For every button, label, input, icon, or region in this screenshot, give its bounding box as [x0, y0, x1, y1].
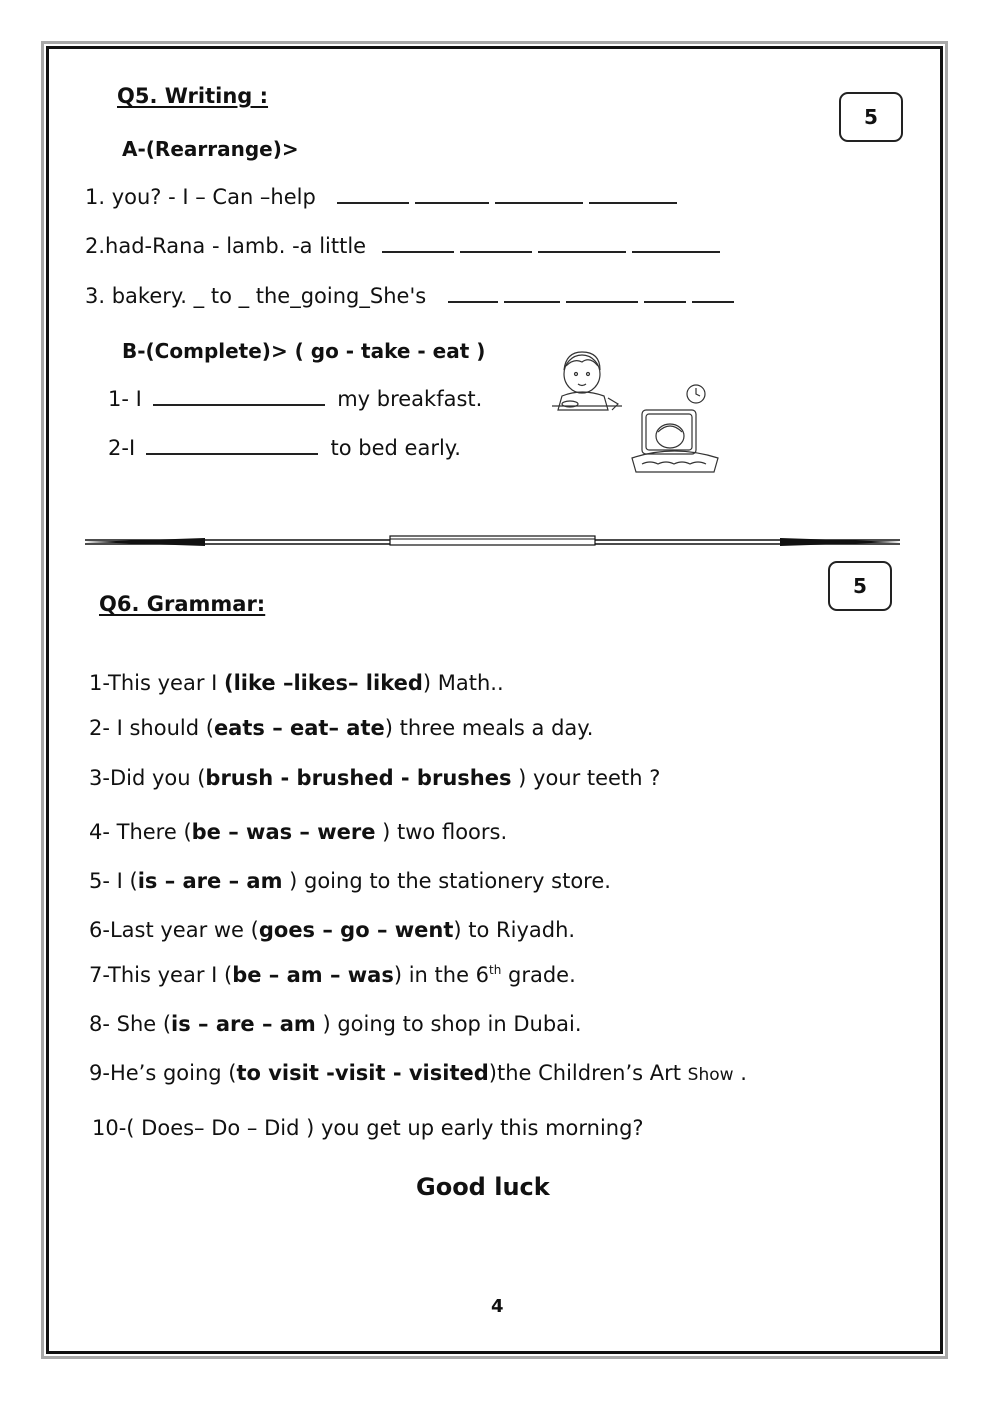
- item-text: ) Math..: [422, 671, 504, 695]
- item-options[interactable]: goes – go – went: [258, 918, 454, 942]
- answer-blank[interactable]: [495, 201, 583, 204]
- answer-blank[interactable]: [448, 300, 498, 303]
- item-text: 8- She (: [89, 1012, 172, 1036]
- answer-blank[interactable]: [337, 201, 409, 204]
- rearrange-text: 1. you? - I – Can –help: [85, 185, 316, 209]
- answer-blank[interactable]: [382, 250, 454, 253]
- item-text: 3-Did you (: [89, 766, 206, 790]
- answer-blank[interactable]: [538, 250, 626, 253]
- grammar-item-3: [89, 766, 660, 790]
- item-text: 2- I should (: [89, 716, 214, 740]
- item-text: 1-This year I: [89, 671, 224, 695]
- section-divider: [85, 533, 900, 549]
- item-text: ) in the 6: [393, 963, 490, 987]
- item-text: ) your teeth ?: [511, 766, 661, 790]
- item-options[interactable]: eats – eat– ate: [213, 716, 385, 740]
- q6-heading: Q6. Grammar:: [99, 592, 266, 616]
- grammar-item-7: [89, 963, 576, 987]
- item-options[interactable]: (like –likes– liked: [224, 671, 423, 695]
- complete-prefix: 1- I: [108, 387, 142, 411]
- answer-blank[interactable]: [566, 300, 638, 303]
- answer-blank[interactable]: [415, 201, 489, 204]
- q5-part-a-title: A-(Rearrange)>: [122, 137, 299, 161]
- complete-item-1: [108, 387, 482, 411]
- grammar-item-2: [89, 716, 593, 740]
- complete-suffix: my breakfast.: [337, 387, 483, 411]
- grammar-item-4: [89, 820, 507, 844]
- item-text: 5- I (: [89, 869, 138, 893]
- item-text: ) to Riyadh.: [453, 918, 576, 942]
- item-text: Show: [687, 1065, 734, 1085]
- item-text: .: [733, 1061, 747, 1085]
- ordinal-suffix: th: [489, 963, 502, 977]
- answer-blank[interactable]: [589, 201, 677, 204]
- item-options[interactable]: to visit -visit - visited: [236, 1061, 489, 1085]
- grammar-item-1: [89, 671, 504, 695]
- item-text: ) two floors.: [375, 820, 508, 844]
- item-text: 6-Last year we (: [89, 918, 259, 942]
- complete-suffix: to bed early.: [330, 436, 461, 460]
- item-text: ) three meals a day.: [384, 716, 594, 740]
- item-text: 7-This year I (: [89, 963, 233, 987]
- rearrange-item-1: [85, 185, 683, 209]
- rearrange-text: 3. bakery. _ to _ the_going_She's: [85, 284, 427, 308]
- q5-score-box: 5: [839, 92, 903, 142]
- rearrange-text: 2.had-Rana - lamb. -a little: [85, 234, 367, 258]
- item-options[interactable]: is – are – am: [171, 1012, 316, 1036]
- grammar-item-9: [89, 1061, 747, 1085]
- q6-score-box: 5: [828, 561, 892, 611]
- answer-blank[interactable]: [460, 250, 532, 253]
- complete-item-2: [108, 436, 461, 460]
- item-text: )the Children’s Art: [488, 1061, 688, 1085]
- grammar-item-6: [89, 918, 575, 942]
- item-text: 10-(: [92, 1116, 142, 1140]
- q5-part-b-title: B-(Complete)> ( go - take - eat ): [122, 339, 486, 363]
- item-text: 4- There (: [89, 820, 192, 844]
- rearrange-item-2: [85, 234, 726, 258]
- page-number: 4: [491, 1296, 504, 1317]
- item-text: ) you get up early this morning?: [299, 1116, 644, 1140]
- item-options[interactable]: brush - brushed - brushes: [205, 766, 512, 790]
- item-options[interactable]: be – am – was: [232, 963, 394, 987]
- answer-blank[interactable]: [692, 300, 734, 303]
- item-options[interactable]: be – was – were: [191, 820, 376, 844]
- grammar-item-10: [92, 1116, 644, 1140]
- answer-blank[interactable]: [632, 250, 720, 253]
- item-options[interactable]: Does– Do – Did: [141, 1116, 300, 1140]
- grammar-item-5: [89, 869, 611, 893]
- answer-blank[interactable]: [644, 300, 686, 303]
- complete-prefix: 2-I: [108, 436, 136, 460]
- child-sleeping-illustration: [628, 380, 722, 476]
- item-text: grade.: [501, 963, 576, 987]
- item-text: ) going to the stationery store.: [282, 869, 611, 893]
- answer-blank[interactable]: [504, 300, 560, 303]
- item-text: ) going to shop in Dubai.: [315, 1012, 582, 1036]
- answer-blank[interactable]: [146, 452, 318, 455]
- q5-heading: Q5. Writing :: [117, 84, 269, 108]
- grammar-item-8: [89, 1012, 582, 1036]
- rearrange-item-3: [85, 284, 740, 308]
- item-options[interactable]: is – are – am: [137, 869, 283, 893]
- closing-text: Good luck: [416, 1173, 550, 1201]
- answer-blank[interactable]: [153, 403, 325, 406]
- item-text: 9-He’s going (: [89, 1061, 237, 1085]
- girl-eating-illustration: [548, 344, 630, 418]
